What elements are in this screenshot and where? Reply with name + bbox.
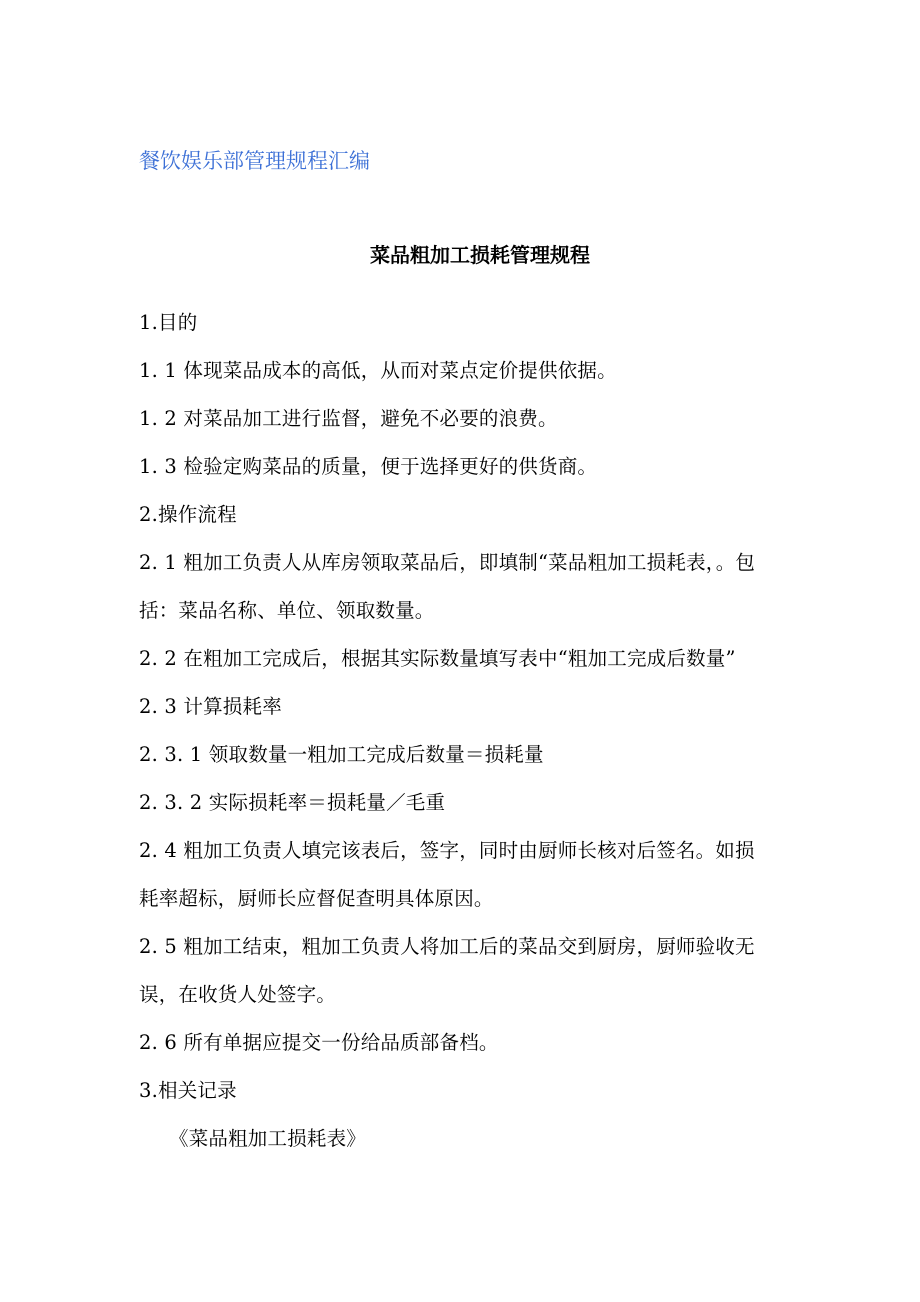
body-line: 2. 3 计算损耗率 [139,695,282,718]
body-line: 1. 3 检验定购菜品的质量，便于选择更好的供货商。 [139,455,598,478]
section-heading: 3.相关记录 [139,1079,237,1102]
body-line: 误，在收货人处签字。 [139,983,337,1006]
record-item: 《菜品粗加工损耗表》 [169,1127,367,1150]
body-line: 2. 3. 1 领取数量一粗加工完成后数量＝损耗量 [139,743,544,766]
body-line: 2. 5 粗加工结束，粗加工负责人将加工后的菜品交到厨房，厨师验收无 [139,935,755,958]
section-heading: 2.操作流程 [139,503,237,526]
body-line: 2. 3. 2 实际损耗率＝损耗量／毛重 [139,791,446,814]
body-line: 2. 4 粗加工负责人填完该表后，签字，同时由厨师长核对后签名。如损 [139,839,755,862]
body-line: 括：菜品名称、单位、领取数量。 [139,599,435,622]
body-line: 耗率超标，厨师长应督促查明具体原因。 [139,887,494,910]
section-heading: 1.目的 [139,311,198,334]
body-line: 1. 2 对菜品加工进行监督，避免不必要的浪费。 [139,407,558,430]
header-link[interactable]: 餐饮娱乐部管理规程汇编 [139,149,370,173]
body-line: 1. 1 体现菜品成本的高低，从而对菜点定价提供依据。 [139,359,617,382]
document-title: 菜品粗加工损耗管理规程 [370,243,590,267]
body-line: 2. 1 粗加工负责人从库房领取菜品后，即填制“菜品粗加工损耗表，。包 [139,551,756,574]
body-line: 2. 6 所有单据应提交一份给品质部备档。 [139,1031,499,1054]
document-body [139,308,839,1172]
body-line: 2. 2 在粗加工完成后，根据其实际数量填写表中“粗加工完成后数量” [139,647,736,670]
